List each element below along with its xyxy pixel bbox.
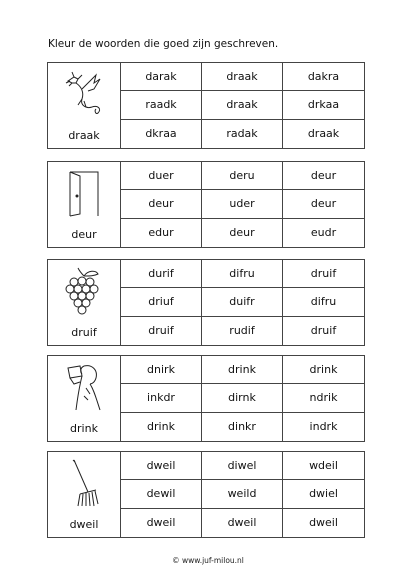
exercise-block-druif	[47, 259, 365, 346]
word-option[interactable]: raadk	[121, 91, 202, 119]
word-option[interactable]: dirnk	[202, 384, 283, 412]
word-option[interactable]: dnirk	[121, 356, 202, 384]
word-option[interactable]: radak	[202, 120, 283, 148]
word-option[interactable]: druif	[310, 324, 337, 338]
word-option[interactable]: deur	[283, 162, 364, 190]
word-option[interactable]: dweil	[309, 516, 338, 530]
word-option[interactable]: draak	[307, 127, 340, 141]
instruction-text: Kleur de woorden die goed zijn geschreven.	[48, 38, 279, 50]
word-option[interactable]: inkdr	[121, 384, 202, 412]
word-option[interactable]: duifr	[202, 288, 283, 316]
word-option[interactable]: difru	[202, 260, 283, 288]
word-option[interactable]: deru	[202, 162, 283, 190]
word-options-grid	[121, 452, 364, 537]
word-option[interactable]: deur	[121, 190, 202, 218]
target-word: deur	[71, 228, 97, 241]
word-option[interactable]: deur	[202, 219, 283, 247]
word-option[interactable]: drink	[283, 356, 364, 384]
word-option[interactable]: deur	[283, 190, 364, 218]
target-word: druif	[71, 326, 97, 339]
word-option[interactable]: dweil	[121, 509, 202, 537]
picture-cell	[48, 63, 121, 148]
word-option[interactable]: uder	[202, 190, 283, 218]
drinking-person-icon	[60, 360, 108, 412]
word-option[interactable]: difru	[283, 288, 364, 316]
target-word: drink	[70, 422, 98, 435]
word-options-grid	[121, 162, 364, 247]
exercise-block-deur	[47, 161, 365, 248]
mop-icon	[60, 456, 108, 508]
word-option[interactable]: draak	[202, 91, 283, 119]
word-option[interactable]: dweil	[121, 452, 202, 480]
target-word: dweil	[69, 518, 99, 531]
word-option[interactable]: ndrik	[283, 384, 364, 412]
word-option[interactable]: dewil	[121, 480, 202, 508]
word-options-grid	[121, 63, 364, 148]
word-option[interactable]: eudr	[310, 226, 337, 240]
picture-cell	[48, 162, 121, 247]
picture-cell	[48, 452, 121, 537]
exercise-block-dweil	[47, 451, 365, 538]
picture-cell	[48, 260, 121, 345]
word-option[interactable]: drink	[202, 356, 283, 384]
word-option[interactable]: indrk	[309, 420, 338, 434]
word-option[interactable]: dwiel	[283, 480, 364, 508]
word-option[interactable]: drink	[121, 413, 202, 441]
word-option[interactable]: driuf	[121, 288, 202, 316]
word-options-grid	[121, 260, 364, 345]
word-option[interactable]: duer	[121, 162, 202, 190]
word-option[interactable]: darak	[121, 63, 202, 91]
word-option[interactable]: rudif	[202, 317, 283, 345]
word-options-grid	[121, 356, 364, 441]
word-option[interactable]: drkaa	[283, 91, 364, 119]
grapes-icon	[60, 264, 108, 316]
word-option[interactable]: wdeil	[283, 452, 364, 480]
word-option[interactable]: diwel	[202, 452, 283, 480]
word-option[interactable]: draak	[202, 63, 283, 91]
picture-cell	[48, 356, 121, 441]
word-option[interactable]: edur	[121, 219, 202, 247]
footer-credit: © www.juf-milou.nl	[172, 556, 244, 565]
door-icon	[60, 166, 108, 218]
dragon-icon	[60, 67, 108, 119]
word-option[interactable]: dakra	[283, 63, 364, 91]
word-option[interactable]: weild	[202, 480, 283, 508]
word-option[interactable]: dinkr	[202, 413, 283, 441]
exercise-block-draak	[47, 62, 365, 149]
word-option[interactable]: dkraa	[121, 120, 202, 148]
word-option[interactable]: druif	[121, 317, 202, 345]
target-word: draak	[68, 129, 100, 142]
word-option[interactable]: durif	[121, 260, 202, 288]
exercise-block-drink	[47, 355, 365, 442]
word-option[interactable]: dweil	[202, 509, 283, 537]
word-option[interactable]: druif	[283, 260, 364, 288]
